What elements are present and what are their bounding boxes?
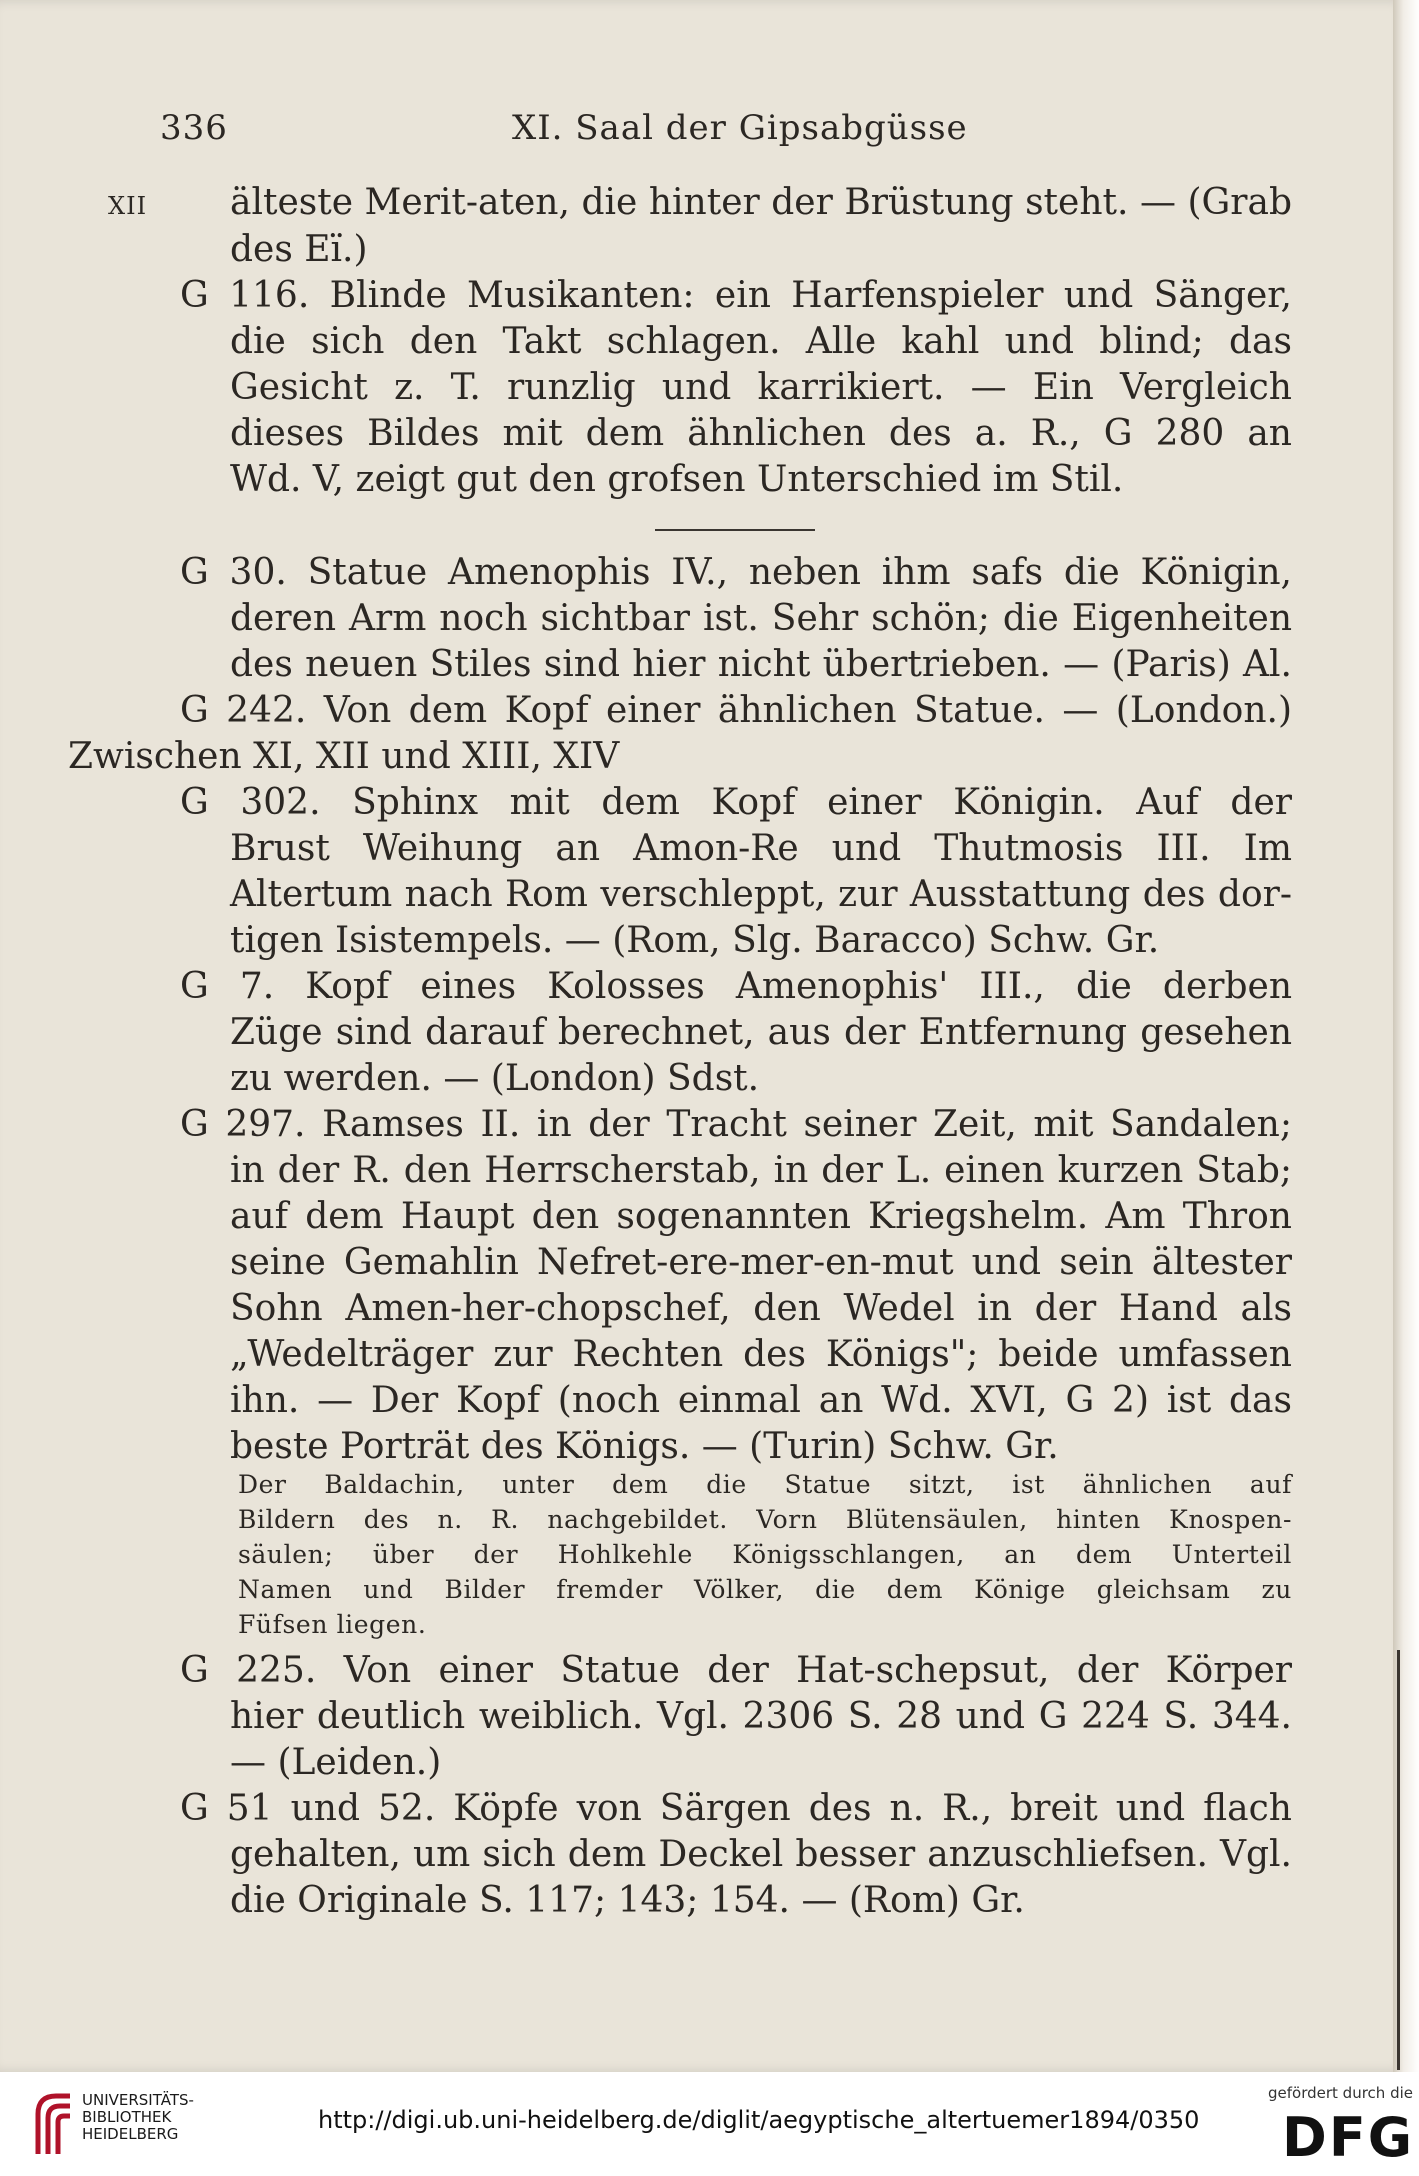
entry-g51: G 51 und 52. Köpfe von Särgen des n. R., breit und flach	[180, 1788, 1292, 1829]
text-line: die Originale S. 117; 143; 154. — (Rom) Gr.	[230, 1880, 1025, 1921]
text-line: ihn. — Der Kopf (noch einmal an Wd. XVI, G 2) ist das	[230, 1380, 1292, 1421]
margin-note: XII	[108, 192, 148, 220]
funded-by-caption: gefördert durch die	[1268, 2084, 1413, 2102]
running-title: XI. Saal der Gipsabgüsse	[512, 108, 968, 148]
text-line: des Eï.)	[230, 229, 368, 270]
text-line: Gesicht z. T. runzlig und karrikiert. — Ein Vergleich	[230, 367, 1292, 408]
text-line: des neuen Stiles sind hier nicht übertrieben. — (Paris) Al.	[230, 644, 1292, 685]
note-line: Füfsen liegen.	[238, 1610, 427, 1639]
section-heading: Zwischen XI, XII und XIII, XIV	[68, 736, 620, 777]
text-line: „Wedelträger zur Rechten des Königs"; beide umfassen	[230, 1334, 1292, 1375]
text-line: in der R. den Herrscherstab, in der L. einen kurzen Stab;	[230, 1150, 1292, 1191]
library-line: BIBLIOTHEK	[82, 2108, 172, 2126]
text-line: Sohn Amen-her-chopschef, den Wedel in der Hand als	[230, 1288, 1292, 1329]
text-line: Altertum nach Rom verschleppt, zur Ausstattung des dor-	[230, 874, 1292, 915]
page-number: 336	[160, 108, 228, 148]
entry-g116: G 116. Blinde Musikanten: ein Harfenspieler und Sänger,	[180, 275, 1292, 316]
text-line: Züge sind darauf berechnet, aus der Entfernung gesehen	[230, 1012, 1292, 1053]
source-url-link[interactable]: http://digi.ub.uni-heidelberg.de/diglit/aegyptische_altertuemer1894/0350	[318, 2106, 1200, 2134]
library-name[interactable]	[82, 2092, 194, 2143]
footer-bar	[0, 2072, 1419, 2176]
library-line: UNIVERSITÄTS-	[82, 2091, 194, 2109]
entry-g242: G 242. Von dem Kopf einer ähnlichen Statue. — (London.)	[180, 690, 1292, 731]
dfg-logo[interactable]: DFG	[1282, 2106, 1415, 2169]
text-line: dieses Bildes mit dem ähnlichen des a. R., G 280 an	[230, 413, 1292, 454]
text-line: beste Porträt des Königs. — (Turin) Schw. Gr.	[230, 1426, 1059, 1467]
entry-g30: G 30. Statue Amenophis IV., neben ihm safs die Königin,	[180, 552, 1292, 593]
text-line: die sich den Takt schlagen. Alle kahl und blind; das	[230, 321, 1292, 362]
library-line: HEIDELBERG	[82, 2125, 179, 2143]
running-header	[160, 108, 1320, 158]
text-line: seine Gemahlin Nefret-ere-mer-en-mut und sein ältester	[230, 1242, 1292, 1283]
text-line: hier deutlich weiblich. Vgl. 2306 S. 28 und G 224 S. 344.	[230, 1696, 1292, 1737]
entry-g7: G 7. Kopf eines Kolosses Amenophis' III., die derben	[180, 966, 1292, 1007]
section-rule	[655, 529, 815, 531]
entry-g297: G 297. Ramses II. in der Tracht seiner Zeit, mit Sandalen;	[180, 1104, 1292, 1145]
text-line: älteste Merit-aten, die hinter der Brüstung steht. — (Grab	[230, 182, 1292, 223]
entry-g302: G 302. Sphinx mit dem Kopf einer Königin. Auf der	[180, 782, 1292, 823]
note-line: Der Baldachin, unter dem die Statue sitzt, ist ähnlichen auf	[238, 1470, 1292, 1499]
library-logo-icon[interactable]	[30, 2084, 76, 2164]
text-line: auf dem Haupt den sogenannten Kriegshelm. Am Thron	[230, 1196, 1292, 1237]
text-line: — (Leiden.)	[230, 1742, 442, 1783]
text-line: gehalten, um sich dem Deckel besser anzuschliefsen. Vgl.	[230, 1834, 1292, 1875]
page-edge-line	[1397, 1650, 1400, 2070]
text-line: tigen Isistempels. — (Rom, Slg. Baracco) Schw. Gr.	[230, 920, 1160, 961]
text-line: Brust Weihung an Amon-Re und Thutmosis III. Im	[230, 828, 1292, 869]
text-line: deren Arm noch sichtbar ist. Sehr schön; die Eigenheiten	[230, 598, 1292, 639]
note-line: säulen; über der Hohlkehle Königsschlangen, an dem Unterteil	[238, 1540, 1292, 1569]
note-line: Namen und Bilder fremder Völker, die dem Könige gleichsam zu	[238, 1575, 1292, 1604]
entry-g225: G 225. Von einer Statue der Hat-schepsut, der Körper	[180, 1650, 1292, 1691]
text-line: Wd. V, zeigt gut den grofsen Unterschied im Stil.	[230, 459, 1124, 500]
note-line: Bildern des n. R. nachgebildet. Vorn Blütensäulen, hinten Knospen-	[238, 1505, 1292, 1534]
text-line: zu werden. — (London) Sdst.	[230, 1058, 760, 1099]
